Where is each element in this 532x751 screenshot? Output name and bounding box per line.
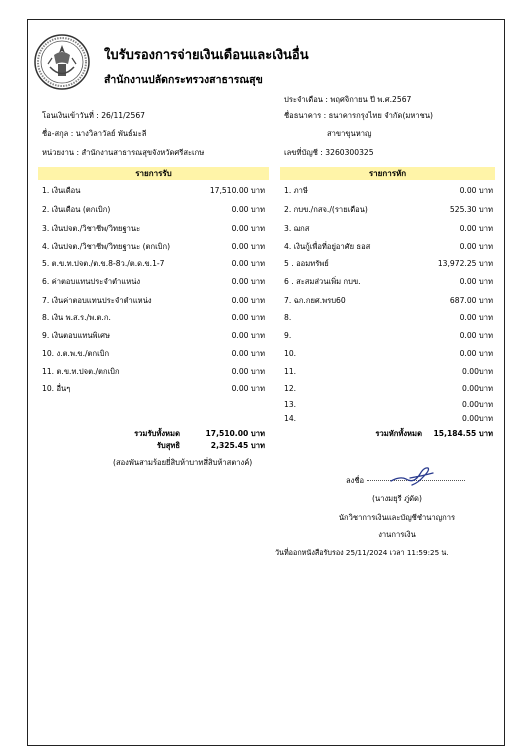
income-label: 5. ต.ข.ท.ปจต./ต.ข.8-8ว./ต.ด.ข.1-7 [42, 259, 165, 268]
income-label: 4. เงินปจต./วิชาชีพ/วิทยฐานะ (ตกเบิก) [42, 242, 171, 251]
deduction-amount: 0.00 บาท [459, 331, 493, 340]
bank-name: ชื่อธนาคาร : ธนาคารกรุงไทย จำกัด(มหาชน) [284, 111, 433, 120]
income-amount: 0.00 บาท [231, 331, 265, 340]
deduction-label: 2. กบข./กสจ./(รายเดือน) [284, 205, 368, 214]
deduction-amount: 0.00 บาท [459, 349, 493, 358]
bank-branch: สาขาขุนหาญ [327, 129, 372, 138]
deduction-label: 1. ภาษี [284, 186, 308, 195]
income-amount: 0.00 บาท [231, 296, 265, 305]
deduction-amount: 0.00 บาท [459, 186, 493, 195]
document-title: ใบรับรองการจ่ายเงินเดือนและเงินอื่น [104, 48, 309, 63]
deduction-header: รายการหัก [280, 167, 495, 180]
signature-mark-icon [388, 464, 436, 488]
income-amount: 0.00 บาท [231, 313, 265, 322]
income-label: 3. เงินปจต./วิชาชีพ/วิทยฐานะ [42, 224, 141, 233]
net-pay-words: (สองพันสามร้อยยี่สิบห้าบาทสี่สิบห้าสตางค์) [113, 458, 253, 467]
income-amount: 17,510.00 บาท [209, 186, 265, 195]
income-label: 9. เงินตอบแทนพิเศษ [42, 331, 110, 340]
pay-month: ประจำเดือน : พฤศจิกายน ปี พ.ศ.2567 [284, 95, 412, 104]
deduction-label: 7. ฉก.กยศ.พรบ60 [284, 296, 346, 305]
deduction-amount: 687.00 บาท [449, 296, 493, 305]
income-amount: 0.00 บาท [231, 205, 265, 214]
sign-label: ลงชื่อ [346, 476, 365, 485]
deduction-label: 12. [284, 384, 297, 393]
deduction-total-value: 15,184.55 บาท [433, 429, 493, 438]
ministry-seal-icon [34, 34, 90, 90]
deduction-amount: 0.00บาท [462, 367, 493, 376]
income-amount: 0.00 บาท [231, 259, 265, 268]
deduction-label: 11. [284, 367, 297, 376]
deduction-amount: 0.00บาท [462, 384, 493, 393]
net-pay-value: 2,325.45 บาท [210, 441, 265, 450]
income-label: 7. เงินค่าตอบแทนประจำตำแหน่ง [42, 296, 152, 305]
deduction-amount: 13,972.25 บาท [437, 259, 493, 268]
deduction-label: 10. [284, 349, 297, 358]
income-total-value: 17,510.00 บาท [205, 429, 265, 438]
income-total-label: รวมรับทั้งหมด [134, 429, 180, 438]
signer-department: งานการเงิน [378, 530, 416, 539]
issue-timestamp: วันที่ออกหนังสือรับรอง 25/11/2024 เวลา 11:59:25 น. [275, 548, 449, 557]
income-label: 1. เงินเดือน [42, 186, 81, 195]
signer-position: นักวิชาการเงินและบัญชีชำนาญการ [338, 513, 456, 522]
income-label: 10. อื่นๆ [42, 384, 71, 393]
deduction-label: 9. [284, 331, 292, 340]
income-label: 2. เงินเดือน (ตกเบิก) [42, 205, 111, 214]
deduction-label: 14. [284, 414, 297, 423]
income-label: 8. เงิน พ.ส.ร./พ.ต.ก. [42, 313, 111, 322]
income-header: รายการรับ [38, 167, 269, 180]
transfer-date: โอนเงินเข้าวันที่ : 26/11/2567 [42, 111, 145, 120]
income-label: 11. ต.ข.ท.ปจต./ตกเบิก [42, 367, 120, 376]
office-name: สำนักงานปลัดกระทรวงสาธารณสุข [104, 74, 263, 86]
deduction-label: 5 . ออมทรัพย์ [284, 259, 329, 268]
deduction-label: 6 . สะสมส่วนเพิ่ม กบข. [284, 277, 361, 286]
deduction-label: 8. [284, 313, 292, 322]
income-amount: 0.00 บาท [231, 277, 265, 286]
deduction-amount: 0.00 บาท [459, 224, 493, 233]
income-label: 10. ง.ต.พ.ข./ตกเบิก [42, 349, 110, 358]
deduction-label: 3. ฌกส [284, 224, 310, 233]
account-number: เลขที่บัญชี : 3260300325 [284, 148, 374, 157]
income-amount: 0.00 บาท [231, 242, 265, 251]
deduction-label: 13. [284, 400, 297, 409]
net-pay-label: รับสุทธิ [156, 441, 180, 450]
income-amount: 0.00 บาท [231, 349, 265, 358]
deduction-amount: 0.00 บาท [459, 277, 493, 286]
deduction-amount: 525.30 บาท [449, 205, 493, 214]
income-amount: 0.00 บาท [231, 384, 265, 393]
employee-name: ชื่อ-สกุล : นางวิลาวัลย์ พันธ์มะลี [42, 129, 147, 138]
deduction-amount: 0.00 บาท [459, 313, 493, 322]
income-label: 6. ค่าตอบแทนประจำตำแหน่ง [42, 277, 141, 286]
income-amount: 0.00 บาท [231, 367, 265, 376]
signer-name: (นางมยุรี ภู่ดัด) [372, 494, 422, 503]
income-amount: 0.00 บาท [231, 224, 265, 233]
agency-name: หน่วยงาน : สำนักงานสาธารณสุขจังหวัดศรีสะเกษ [42, 148, 205, 157]
deduction-amount: 0.00 บาท [459, 242, 493, 251]
deduction-amount: 0.00บาท [462, 414, 493, 423]
deduction-label: 4. เงินกู้เพื่อที่อยู่อาศัย ธอส [284, 242, 371, 251]
deduction-amount: 0.00บาท [462, 400, 493, 409]
deduction-total-label: รวมหักทั้งหมด [375, 429, 422, 438]
